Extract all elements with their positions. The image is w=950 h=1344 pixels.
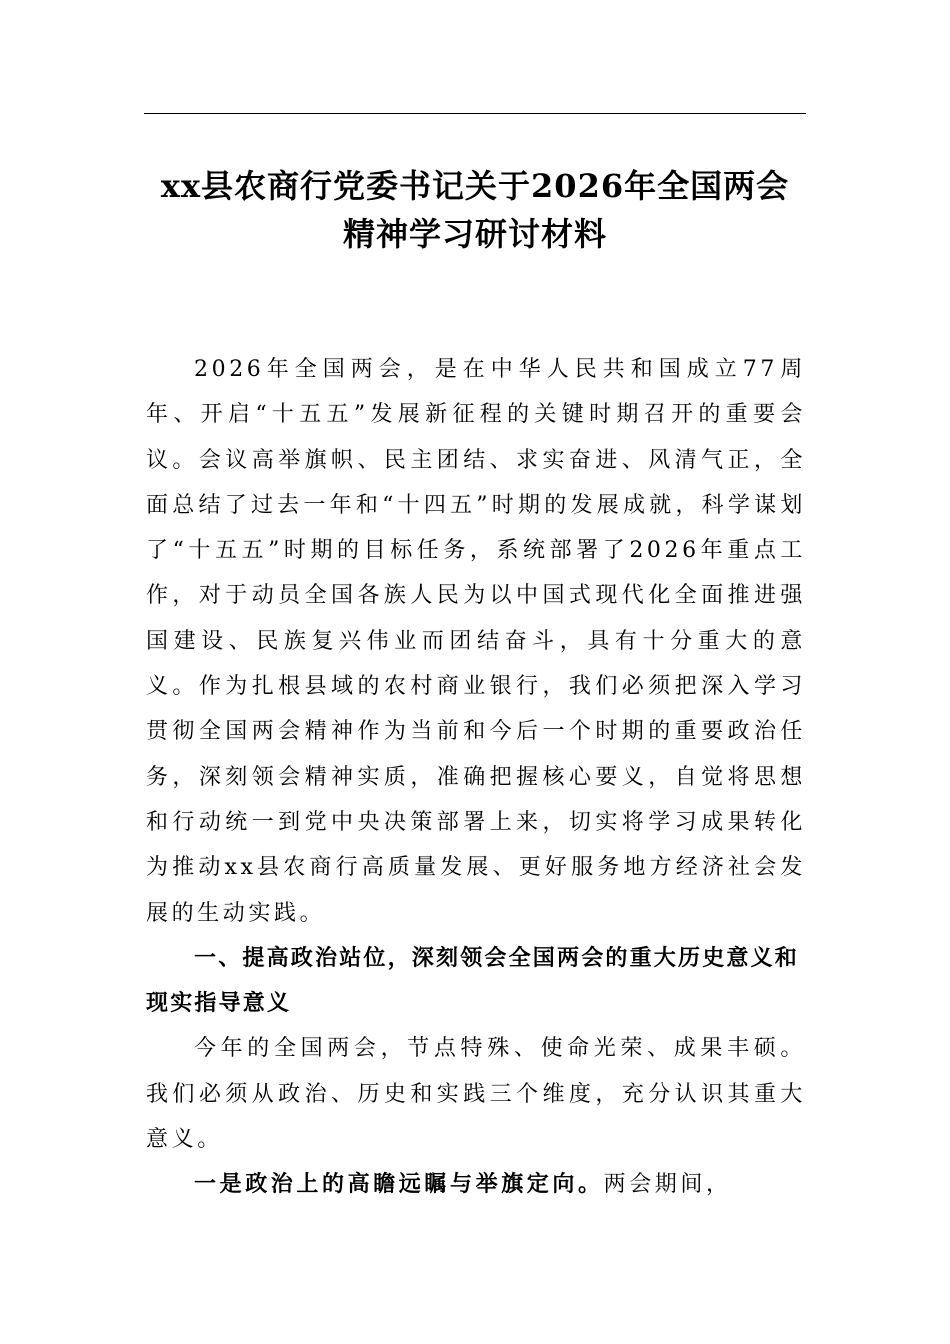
title-line-1: xx县农商行党委书记关于2026年全国两会 [160, 167, 790, 205]
point-1-text: 两会期间， [603, 1172, 732, 1198]
intro-paragraph: 2026年全国两会，是在中华人民共和国成立77周年、开启“十五五”发展新征程的关键时期召开的重要会议。会议高举旗帜、民主团结、求实奋进、风清气正，全面总结了过去一年和“十四五”时期的发展成就，科学谋划了“十五五”时期的目标任务，系统部署了2026年重点工作，对于动员全国各族人民为以中国式现代化全面推进强国建设、民族复兴伟业而团结奋斗，具有十分重大的意义。作为扎根县域的农村商业银行，我们必须把深入学习贯彻全国两会精神作为当前和今后一个时期的重要政治任务，深刻领会精神实质，准确把握核心要义，自觉将思想和行动统一到党中央决策部署上来，切实将学习成果转化为推动xx县农商行高质量发展、更好服务地方经济社会发展的生动实践。 [146, 357, 806, 926]
header-rule [144, 113, 806, 114]
point-1-paragraph [146, 1162, 806, 1207]
point-1-lead: 一是政治上的高瞻远瞩与举旗定向。 [194, 1171, 604, 1198]
document-body [146, 347, 806, 1208]
title-line-2: 精神学习研讨材料 [342, 215, 607, 253]
document-title [120, 162, 830, 258]
section-1-paragraph: 今年的全国两会，节点特殊、使命光荣、成果丰硕。我们必须从政治、历史和实践三个维度，充分认识其重大意义。 [146, 1036, 806, 1153]
section-heading-1: 一、提高政治站位，深刻领会全国两会的重大历史意义和现实指导意义 [146, 945, 800, 1017]
